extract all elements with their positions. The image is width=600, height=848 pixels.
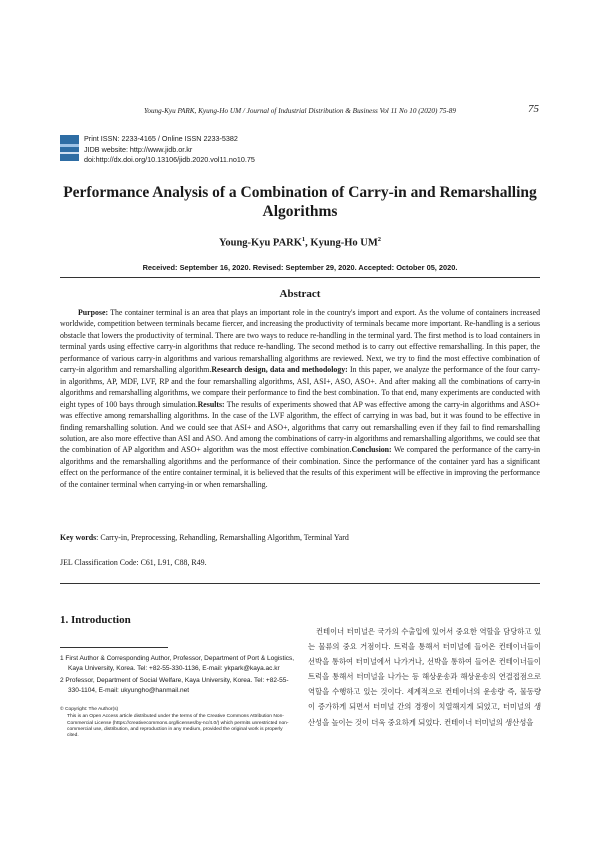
page-number: 75 — [528, 103, 539, 115]
results-label: Results: — [197, 399, 225, 409]
jel-codes: JEL Classification Code: C61, L91, C88, R49. — [60, 558, 207, 567]
article-title: Performance Analysis of a Combination of Carry-in and Remarshalling Algorithms — [63, 184, 537, 220]
doi-line: doi:http://dx.doi.org/10.13106/jidb.2020.vol11.no10.75 — [84, 155, 255, 164]
copyright-notice — [60, 707, 295, 739]
purpose-label: Purpose: — [78, 308, 109, 317]
keywords-label: Key words — [60, 533, 97, 542]
footnote-1: 1 First Author & Corresponding Author, Professor, Department of Port & Logistics, Kaya University, Korea. Tel: +82-55-330-1136, E-mail: ykpark@kaya.ac.kr — [60, 655, 295, 672]
journal-logo-icon — [60, 135, 79, 161]
author-separator: , — [305, 237, 311, 249]
author-2: Kyung-Ho UM — [310, 237, 378, 249]
footnote-divider — [60, 647, 168, 648]
divider-bottom — [60, 583, 540, 584]
website-line: JIDB website: http://www.jidb.or.kr — [84, 144, 193, 154]
purpose-text: The container terminal is an area that plays an important role in the country's import and export. As the volume of containers increased worldwide, competition between terminals became fiercer, and increasing the productivity of terminals became more important. Re-handling is a serious obstacle that lowers the productivity of terminal. There are two ways to reduce re-handling in the terminal yard. The first method is to load containers in terminal yards using effective carry-in algorithms that reduce re-handling. The second method is to carry out effective remarshalling. In this paper, the performance of various carry-in algorithms and various remarshalling algorithms are reviewed. Next, we try to find the most effective combination of carry-in algorithm and remarshalling algorithm. — [60, 308, 540, 375]
design-label: Research design, data and methodology: — [211, 365, 348, 375]
author-line — [60, 236, 540, 249]
copyright-title: © Copyright: The Author(s) — [60, 707, 119, 712]
issn-line: Print ISSN: 2233-4165 / Online ISSN 2233-5382 — [84, 134, 238, 143]
conclusion-text: We compared the performance of the carry-in algorithms and the remarshalling algorithms and the performance of their combination. Since the performance of the container yard has a significant effect on the performance of the entire container terminal, it is believed that the results of this experiment will be effective in improving the performance of the container terminal when carrying-in or when remarshalling. — [60, 445, 540, 489]
conclusion-label: Conclusion: — [351, 445, 392, 455]
submission-dates: Received: September 16, 2020. Revised: September 29, 2020. Accepted: October 05, 2020. — [142, 263, 458, 272]
footnotes — [60, 654, 295, 698]
section-number: 1 — [60, 614, 66, 626]
footnote-2: 2 Professor, Department of Social Welfare, Kaya University, Korea. Tel: +82-55-330-1104, E-mail: ukyungho@hanmail.net — [60, 677, 289, 694]
author-1-affiliation: 1 — [301, 236, 306, 243]
keywords-text: : Carry-in, Preprocessing, Rehandling, Remarshalling Algorithm, Terminal Yard — [96, 533, 349, 542]
section-title: . Introduction — [65, 614, 131, 626]
abstract-body — [60, 307, 540, 490]
author-1: Young-Kyu PARK — [218, 237, 302, 249]
introduction-heading — [60, 614, 131, 626]
license-text: This is an Open Access article distributed under the terms of the Creative Commons Attribution Non-Commercial License (https://creativecommons.org/licenses/by-nc/4.0/) which permits unrestricted non-commercial use, distribution, and reproduction in any medium, provided the original work is properly cited. — [67, 714, 289, 739]
abstract-heading: Abstract — [279, 288, 321, 300]
introduction-body: 컨테이너 터미널은 국가의 수출입에 있어서 중요한 역할을 담당하고 있는 물류의 중요 거점이다. 트럭을 통해서 터미널에 들어온 컨테이너들이 선박을 통하여 터미널에서 나가거나, 선박을 통하여 들어온 컨테이너들이 트럭을 통해서 터미널을 나가는 등 해상운송과 해상운송의 연결접점으로 역할을 수행하고 있는 것이다. 세계적으로 컨테이너의 운송량 즉, 물동량이 증가하게 되면서 터미널 간의 경쟁이 치열해지게 되었고, 터미널의 생산성을 높이는 것이 더욱 중요하게 되었다. 컨테이너 터미널의 생산성을 — [308, 627, 541, 727]
running-head: Young-Kyu PARK, Kyung-Ho UM / Journal of Industrial Distribution & Business Vol 11 No 10 (2020) 75-89 — [144, 107, 456, 115]
divider-top — [60, 277, 540, 278]
journal-info — [84, 134, 255, 166]
author-2-affiliation: 2 — [377, 236, 382, 243]
keywords — [60, 533, 540, 542]
design-text: In this paper, we analyze the performance of the four carry-in algorithms, AP, MDF, LVF, RP and the four remarshalling algorithms, ASI, ASI+, ASO, ASO+. And after making all the combinations of carry-in algorithms and remarshalling algorithms, we compare their performance to find the best combination. To that end, many experiments are conducted with eight types of 100 bays through simulation. — [60, 365, 540, 409]
results-text: The results of experiments showed that AP was effective among the carry-in algorithms and ASO+ was effective among remarshalling algorithms. In the case of the LVF algorithm, the effect of carrying in was bad, but it was found to be effective in finding remarshalling solution. And we could see that ASI+ and ASO+, algorithms that carry out remarshalling even if they fail to find remarshalling solution, are also more effective than ASI and ASO. And among the combinations of carry-in algorithms and remarshalling algorithms, we could see that the combination of AP algorithm and ASO+ algorithm was the most effective combination. — [60, 399, 540, 455]
